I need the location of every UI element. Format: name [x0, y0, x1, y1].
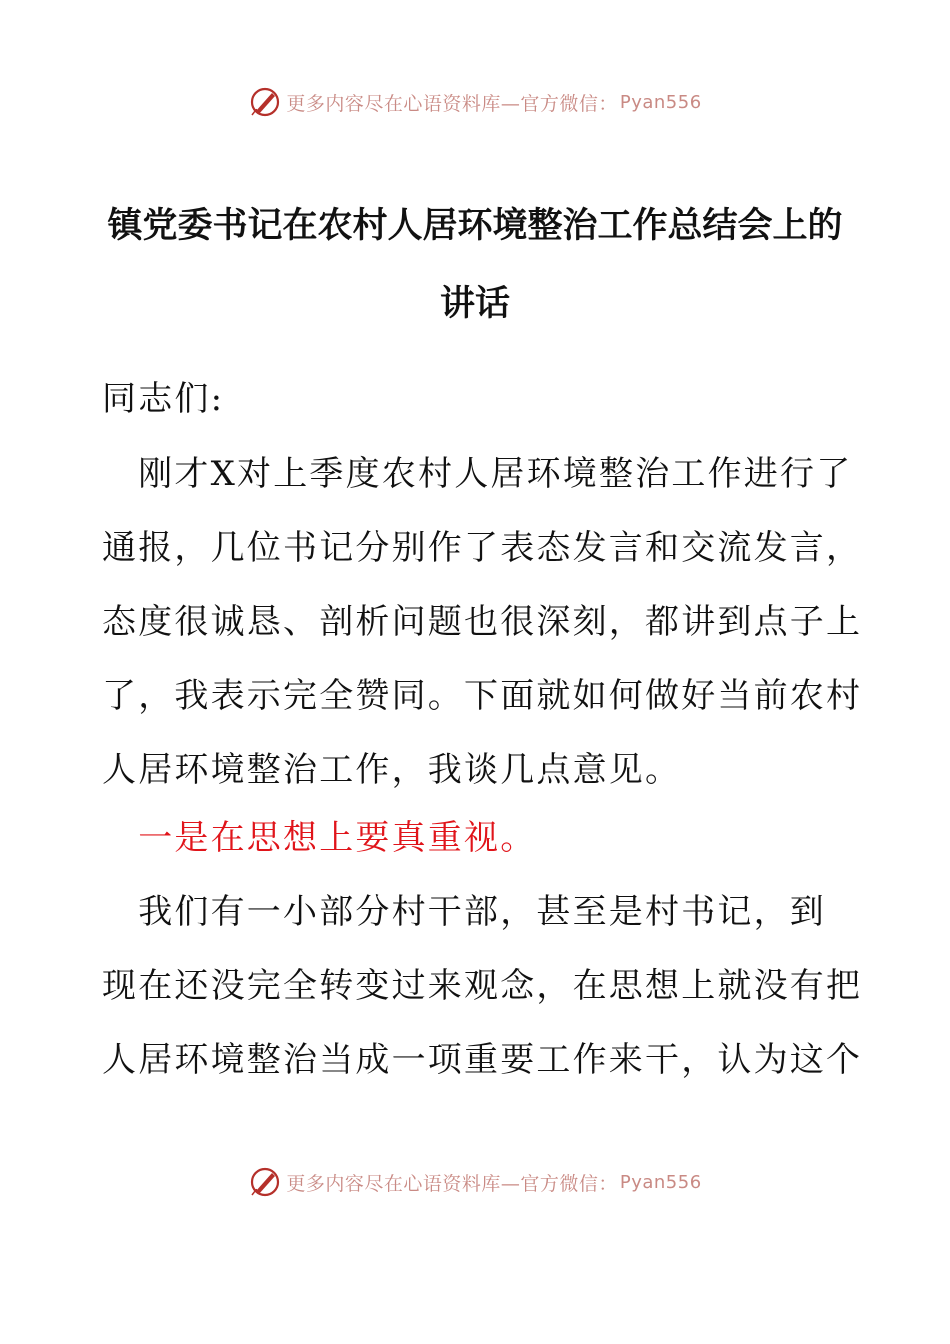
body-line: 刚才X对上季度农村人居环境整治工作进行了: [102, 454, 853, 494]
body-line: 现在还没完全转变过来观念，在思想上就没有把: [102, 966, 863, 1006]
footer-watermark: [0, 1162, 950, 1202]
document-title-line-1: 镇党委书记在农村人居环境整治工作总结会上的: [107, 206, 843, 246]
watermark-wechat-id: Pyan556: [619, 91, 702, 113]
body-line: 人居环境整治当成一项重要工作来干，认为这个: [102, 1040, 863, 1080]
body-line: 态度很诚恳、剖析问题也很深刻，都讲到点子上: [102, 602, 863, 642]
body-line: 我们有一小部分村干部，甚至是村书记，到: [102, 892, 826, 932]
watermark-text: 更多内容尽在心语资料库—官方微信：: [286, 1172, 618, 1195]
pen-logo-icon: [248, 85, 282, 119]
pen-logo-icon: [248, 1165, 282, 1199]
body-line: 通报，几位书记分别作了表态发言和交流发言，: [102, 528, 863, 568]
header-watermark: [0, 82, 950, 122]
body-line: 人居环境整治工作，我谈几点意见。: [102, 750, 682, 790]
salutation: 同志们:: [102, 379, 225, 419]
section-heading: 一是在思想上要真重视。: [102, 818, 537, 858]
body-line: 了，我表示完全赞同。下面就如何做好当前农村: [102, 676, 863, 716]
watermark-wechat-id: Pyan556: [619, 1171, 702, 1193]
watermark-text: 更多内容尽在心语资料库—官方微信：: [286, 92, 618, 115]
document-title-line-2: 讲话: [439, 284, 510, 324]
